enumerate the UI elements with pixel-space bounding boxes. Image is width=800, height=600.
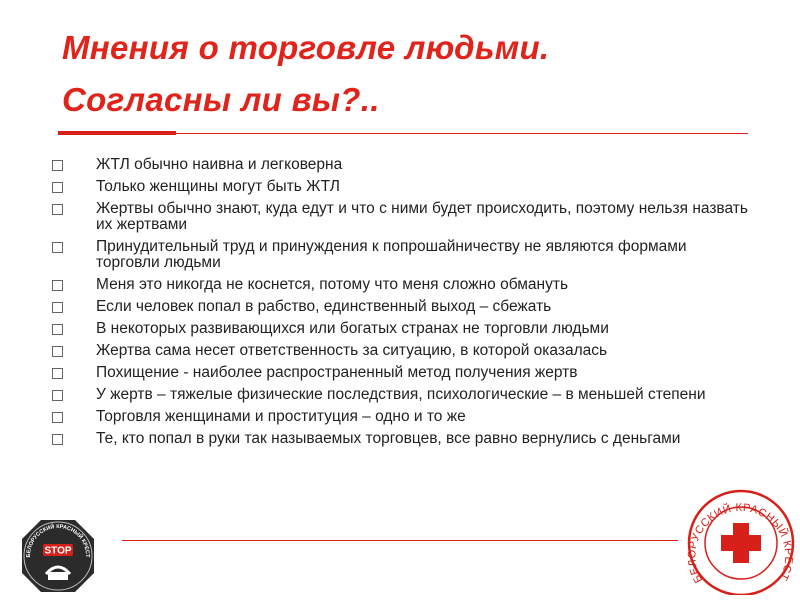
list-item-text: Принудительный труд и принуждения к попрошайничеству не являются формами торговли людьми <box>96 238 687 271</box>
slide-title-line-1: Мнения о торговле людьми. <box>62 29 550 66</box>
list-item-text: ЖТЛ обычно наивна и легковерна <box>96 156 343 173</box>
square-bullet-icon <box>52 434 63 445</box>
stop-ring-text: БЕЛОРУССКИЙ КРАСНЫЙ КРЕСТ <box>25 523 91 558</box>
red-cross-ring-text: БЕЛОРУССКИЙ КРАСНЫЙ КРЕСТ <box>686 501 795 585</box>
list-item <box>52 321 752 337</box>
list-item <box>52 277 752 293</box>
slide-title <box>62 22 762 126</box>
footer-divider <box>122 540 678 541</box>
list-item-text: Если человек попал в рабство, единственный выход – сбежать <box>96 298 552 315</box>
list-item <box>52 157 752 173</box>
list-item-text: Те, кто попал в руки так называемых торговцев, все равно вернулись с деньгами <box>96 430 681 447</box>
opinion-list <box>52 157 752 453</box>
square-bullet-icon <box>52 242 63 253</box>
list-item <box>52 365 752 381</box>
square-bullet-icon <box>52 368 63 379</box>
list-item-text: Похищение - наиболее распространенный метод получения жертв <box>96 364 578 381</box>
list-item <box>52 179 752 195</box>
square-bullet-icon <box>52 324 63 335</box>
list-item <box>52 239 752 271</box>
stop-label: STOP <box>44 545 72 557</box>
square-bullet-icon <box>52 160 63 171</box>
list-item <box>52 201 752 233</box>
square-bullet-icon <box>52 412 63 423</box>
list-item <box>52 387 752 403</box>
list-item-text: Только женщины могут быть ЖТЛ <box>96 178 340 195</box>
list-item-text: У жертв – тяжелые физические последствия, психологические – в меньшей степени <box>96 386 706 403</box>
list-item <box>52 343 752 359</box>
square-bullet-icon <box>52 280 63 291</box>
list-item-text: Жертвы обычно знают, куда едут и что с ними будет происходить, поэтому нельзя назвать их жертвами <box>96 200 748 233</box>
list-item-text: В некоторых развивающихся или богатых странах не торговли людьми <box>96 320 609 337</box>
stop-trafficking-logo <box>18 516 98 596</box>
list-item <box>52 409 752 425</box>
list-item-text: Жертва сама несет ответственность за ситуацию, в которой оказалась <box>96 342 608 359</box>
square-bullet-icon <box>52 302 63 313</box>
list-item <box>52 431 752 447</box>
list-item-text: Торговля женщинами и проституция – одно и то же <box>96 408 466 425</box>
slide-title-line-2: Согласны ли вы?.. <box>62 81 380 118</box>
square-bullet-icon <box>52 204 63 215</box>
title-underline-thin <box>176 133 748 134</box>
square-bullet-icon <box>52 346 63 357</box>
red-cross-logo <box>675 485 795 595</box>
square-bullet-icon <box>52 182 63 193</box>
list-item <box>52 299 752 315</box>
square-bullet-icon <box>52 390 63 401</box>
title-underline-thick <box>58 131 176 135</box>
list-item-text: Меня это никогда не коснется, потому что меня сложно обмануть <box>96 276 569 293</box>
